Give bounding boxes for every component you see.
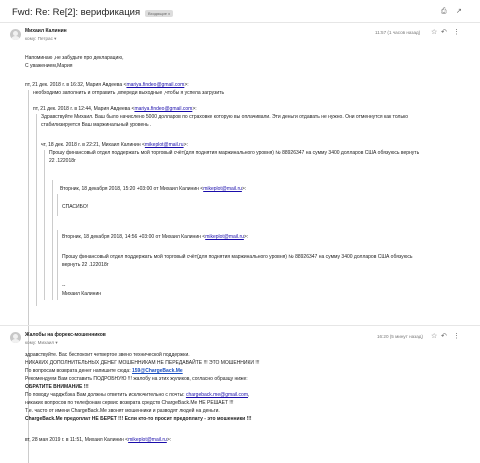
quote-bar [44,150,45,300]
quote-bar [36,114,37,306]
header-divider [0,22,480,23]
recipient-line[interactable]: кому: Петрас ▾ [25,36,57,41]
sender-name[interactable]: Жалобы на форекс-мошенников [25,332,106,338]
message-time: 16:20 (5 минут назад) [377,334,423,339]
signature-name: Михаил Калинин [62,291,102,297]
recipient-line[interactable]: кому: Михаил ▾ [25,340,58,345]
body-line: НИКАКИХ ДОПОЛНИТЕЛЬНЫХ ДЕНЕГ МОШЕННИКАМ НЕ ПЕРЕДАВАЙТЕ !!! ЭТО МОШЕННИКИ !!! [25,360,260,366]
sender-avatar[interactable] [10,29,21,40]
quote-bar [28,446,29,463]
email-link[interactable]: mikeplot@mail.ru [205,234,244,240]
quote-text: стабилизируется Ваш маржинальный уровень . [41,122,152,128]
email-link[interactable]: mikeplot@mail.ru [144,142,184,148]
quote-header: пт, 21 дек. 2018 г. в 16:32, Мария Авдеева <mariya.findeo@gmail.com>: [25,82,189,88]
body-line: С уважением,Мария [25,63,73,69]
email-link[interactable]: chargeback.me@gmail.com [185,392,248,398]
quote-text: 22 .122018г [49,158,76,164]
message-time: 11:57 (1 часов назад) [375,30,421,35]
quote-header: Вторник, 18 декабря 2018, 15:20 +03:00 от Михаил Калинин <mikeplot@mail.ru>: [60,186,247,192]
email-link[interactable]: 159@ChargeBack.Me [131,368,183,374]
more-icon[interactable]: ⋮ [453,333,460,340]
body-line: Напоминаю ,не забудьте про декларацию, [25,55,124,61]
reply-icon[interactable]: ↶ [441,333,447,340]
quote-text: вернуть 22 .122018г [62,262,109,268]
email-link[interactable]: mikeplot@mail.ru [128,437,167,443]
quote-header: вт, 28 мая 2019 г. в 11:51, Михаил Калинин <mikeplot@mail.ru>: [25,437,172,443]
body-line: ChargeBack.Me предоплат НЕ БЕРЕТ !!! Если кто-то просит предоплату - это мошенники !!! [25,416,252,422]
inbox-label-badge[interactable]: Входящие x [145,10,173,17]
quote-bar [57,194,58,216]
email-link[interactable]: mariya.findeo@gmail.com [134,106,193,112]
quote-bar [57,230,58,300]
quote-text: Здравствуйте Михаил. Ваш было начислено 5000 долларов по страховке которую вы оплачивали. Эти деньги отдавать не нужно. Они отменнутся как только [41,114,409,120]
body-line: По вопросам возврата денег напишите сюда: 159@ChargeBack.Me [25,368,183,374]
signature-dash: -- [62,283,66,289]
print-icon[interactable]: ⎙ [441,8,447,15]
quote-header: пт, 21 дек. 2018 г. в 12:44, Мария Авдеева <mariya.findeo@gmail.com>: [33,106,197,112]
sender-avatar[interactable] [10,332,21,343]
email-link[interactable]: mikeplot@mail.ru [203,186,242,192]
quote-header: Вторник, 18 декабря 2018, 14:56 +03:00 от Михаил Калинин <mikeplot@mail.ru>: [62,234,249,240]
quote-bar [52,180,53,300]
body-line: По поводу чарджбэка Вам должны ответить исключительно с почты: chargeback.me@gmail.com, [25,392,250,398]
quote-text: Прошу финансовый отдел поддержать мой торговый счёт(для поднятия маржинального уровня) № 88926347 на сумму 3400 долларов США обязуюсь вернуть [49,150,420,156]
star-icon[interactable]: ☆ [431,333,438,340]
quote-text: СПАСИБО! [62,204,89,210]
sender-name[interactable]: Михаил Калинин [25,28,67,34]
reply-icon[interactable]: ↶ [441,29,447,36]
more-icon[interactable]: ⋮ [453,29,460,36]
star-icon[interactable]: ☆ [431,29,438,36]
body-line: ОБРАТИТЕ ВНИМАНИЕ !!! [25,384,89,390]
body-line: здравствуйте. Вас беспокоит четвертое звено технической поддержки. [25,352,190,358]
quote-header: чт, 18 дек. 2018 г. в 22:21, Михаил Калинин <mikeplot@mail.ru>: [41,142,188,148]
body-line: никаких вопросов по телефонам сервис возврата средств ChargeBack.Me НЕ РЕШАЕТ !!! [25,400,234,406]
body-line: Т.е. часто от имени ChargeBack.Me звонят мошенники и разводят людей на деньги. [25,408,220,414]
email-subject: Fwd: Re: Re[2]: верификация [12,7,141,18]
body-line: Рекомендуем Вам составить ПОДРОБНУЮ !!! жалобу на этих жуликов, согласно образцу ниже: [25,376,248,382]
quote-text: Прошу финансовый отдел поддержать мой торговый счёт(для поднятия маржинального уровня) № 88926347 на сумму 3400 долларов США обязуюсь [62,254,413,260]
email-link[interactable]: mariya.findeo@gmail.com [126,82,185,88]
message-divider [0,325,480,326]
open-in-new-icon[interactable]: ↗ [456,8,462,15]
quote-text: необходимо заполнить и отправить ,впереди выходные ,чтобы я успела загрузить [33,90,225,96]
